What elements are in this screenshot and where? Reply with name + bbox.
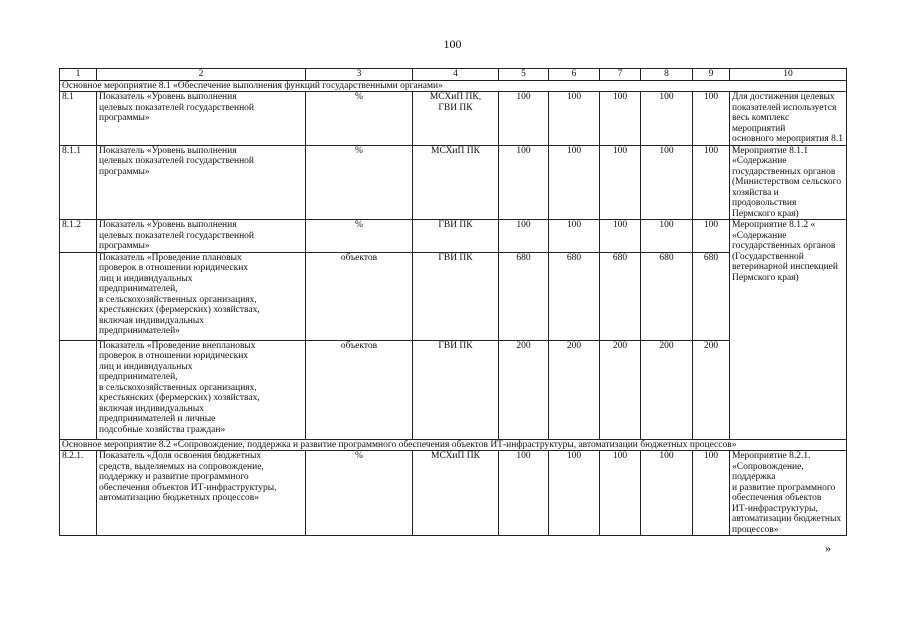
indicator-name: Показатель «Доля освоения бюджетных средств, выделяемых на сопровождение, поддержку и развитие программного обеспечения объектов ИТ-инфраструктуры, автоматизацию бюджетных процессов» — [97, 451, 306, 536]
section-row — [60, 80, 847, 92]
row-number — [60, 252, 97, 340]
indicators-table — [59, 68, 847, 536]
header-cell: 8 — [641, 69, 693, 81]
continuation-mark: » — [825, 541, 831, 555]
value-cell: 200 — [693, 340, 730, 439]
value-cell: 100 — [600, 220, 641, 253]
value-cell: 100 — [549, 145, 600, 220]
value-cell: 100 — [600, 451, 641, 536]
indicator-name: Показатель «Уровень выполнения целевых показателей государственной программы» — [97, 145, 306, 220]
note-cell: Мероприятие 8.1.1 «Содержание государственных органов (Министерством сельского хозяйства и продовольствия Пермского края) — [730, 145, 847, 220]
value-cell: 100 — [499, 451, 549, 536]
unit-cell: % — [306, 220, 413, 253]
value-cell: 100 — [499, 145, 549, 220]
header-cell: 7 — [600, 69, 641, 81]
row-number: 8.2.1. — [60, 451, 97, 536]
value-cell: 100 — [641, 145, 693, 220]
value-cell: 680 — [600, 252, 641, 340]
value-cell: 100 — [693, 451, 730, 536]
value-cell: 200 — [600, 340, 641, 439]
value-cell: 200 — [641, 340, 693, 439]
executor-cell: ГВИ ПК — [413, 220, 499, 253]
indicator-name: Показатель «Проведение плановых проверок в отношении юридических лиц и индивидуальных предпринимателей, в сельскохозяйственных организациях, крестьянских (фермерских) хозяйствах, включая индивидуальных предпринимателей» — [97, 252, 306, 340]
section-title: Основное мероприятие 8.2 «Сопровождение, поддержка и развитие программного обеспечения объектов ИТ-инфраструктуры, автоматизации бюджетных процессов» — [60, 439, 847, 451]
section-title: Основное мероприятие 8.1 «Обеспечение выполнения функций государственными органами» — [60, 80, 847, 92]
value-cell: 100 — [600, 145, 641, 220]
executor-cell: МСХиП ПК — [413, 451, 499, 536]
value-cell: 100 — [549, 451, 600, 536]
unit-cell: % — [306, 92, 413, 146]
header-cell: 9 — [693, 69, 730, 81]
section-row — [60, 439, 847, 451]
header-cell: 4 — [413, 69, 499, 81]
page-number: 100 — [443, 37, 462, 51]
header-cell: 3 — [306, 69, 413, 81]
value-cell: 100 — [499, 92, 549, 146]
table-row — [60, 220, 847, 253]
value-cell: 100 — [549, 92, 600, 146]
value-cell: 100 — [641, 92, 693, 146]
value-cell: 200 — [549, 340, 600, 439]
value-cell: 100 — [641, 220, 693, 253]
table-row — [60, 92, 847, 146]
unit-cell: % — [306, 145, 413, 220]
value-cell: 100 — [499, 220, 549, 253]
value-cell: 100 — [693, 220, 730, 253]
header-cell: 5 — [499, 69, 549, 81]
table-row — [60, 451, 847, 536]
value-cell: 680 — [693, 252, 730, 340]
table-row — [60, 145, 847, 220]
value-cell: 100 — [549, 220, 600, 253]
value-cell: 100 — [693, 145, 730, 220]
table-row — [60, 340, 847, 439]
header-row — [60, 69, 847, 81]
note-cell: Мероприятие 8.1.2 « «Содержание государственных органов (Государственной ветеринарной инспекцией Пермского края) — [730, 220, 847, 440]
value-cell: 100 — [693, 92, 730, 146]
value-cell: 200 — [499, 340, 549, 439]
note-cell: Мероприятие 8.2.1. «Сопровождение, поддержка и развитие программного обеспечения объектов ИТ-инфраструктуры, автоматизации бюджетных процессов» — [730, 451, 847, 536]
row-number: 8.1 — [60, 92, 97, 146]
header-cell: 1 — [60, 69, 97, 81]
unit-cell: % — [306, 451, 413, 536]
executor-cell: МСХиП ПК — [413, 145, 499, 220]
header-cell: 10 — [730, 69, 847, 81]
value-cell: 100 — [600, 92, 641, 146]
indicator-name: Показатель «Уровень выполнения целевых показателей государственной программы» — [97, 220, 306, 253]
row-number — [60, 340, 97, 439]
value-cell: 680 — [549, 252, 600, 340]
header-cell: 6 — [549, 69, 600, 81]
table-row — [60, 252, 847, 340]
unit-cell: объектов — [306, 340, 413, 439]
header-cell: 2 — [97, 69, 306, 81]
row-number: 8.1.2 — [60, 220, 97, 253]
row-number: 8.1.1 — [60, 145, 97, 220]
note-cell: Для достижения целевых показателей используется весь комплекс мероприятий основного мероприятия 8.1 — [730, 92, 847, 146]
executor-cell: ГВИ ПК — [413, 340, 499, 439]
executor-cell: ГВИ ПК — [413, 252, 499, 340]
unit-cell: объектов — [306, 252, 413, 340]
value-cell: 680 — [641, 252, 693, 340]
value-cell: 100 — [641, 451, 693, 536]
indicator-name: Показатель «Проведение внеплановых проверок в отношении юридических лиц и индивидуальных предпринимателей, в сельскохозяйственных организациях, крестьянских (фермерских) хозяйствах, включая индивидуальных предпринимателей и личные подсобные хозяйства граждан» — [97, 340, 306, 439]
indicator-name: Показатель «Уровень выполнения целевых показателей государственной программы» — [97, 92, 306, 146]
value-cell: 680 — [499, 252, 549, 340]
executor-cell: МСХиП ПК, ГВИ ПК — [413, 92, 499, 146]
